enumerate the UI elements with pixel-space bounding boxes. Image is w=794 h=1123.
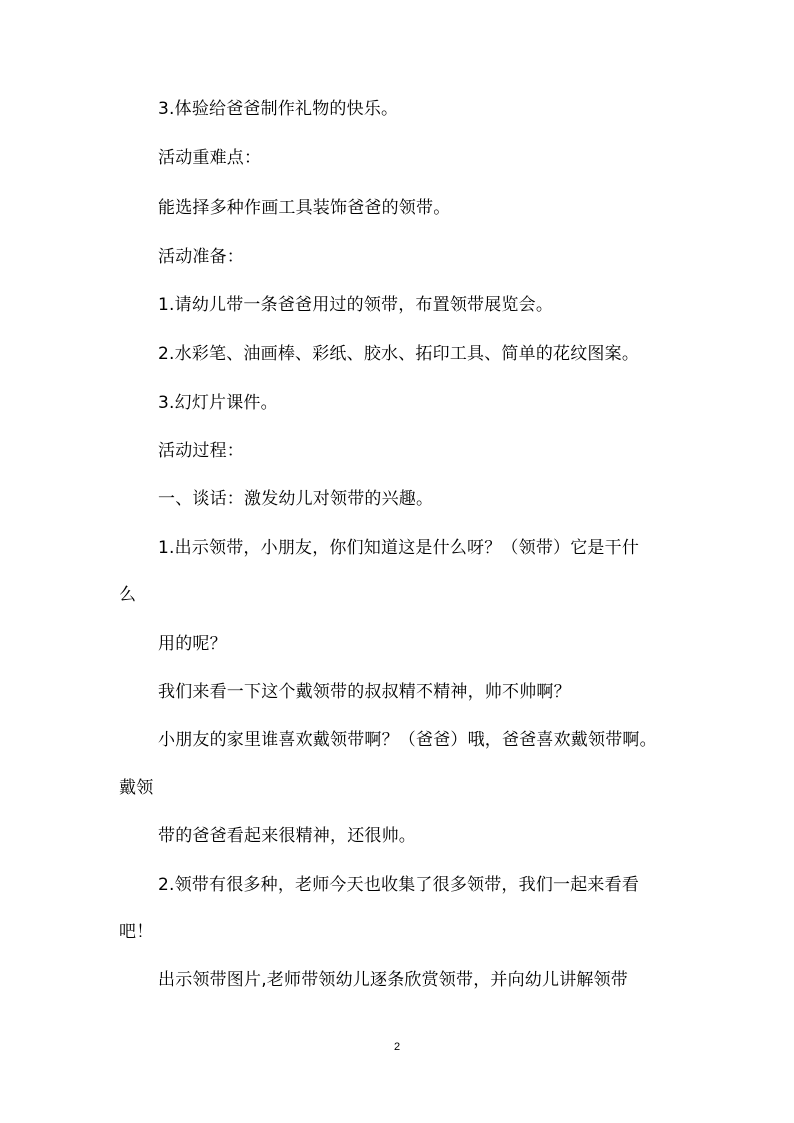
heading-key-points: 活动重难点： [158,148,262,168]
text-line-prep-1: 1.请幼儿带一条爸爸用过的领带，布置领带展览会。 [158,295,554,315]
text-line-step-2-cont: 吧！ [119,922,154,942]
heading-process: 活动过程： [158,441,244,461]
text-line-step-2: 2.领带有很多种，老师今天也收集了很多领带，我们一起来看看 [158,875,640,895]
text-line-question-2-cont-2: 带的爸爸看起来很精神，还很帅。 [158,826,416,846]
text-line-prep-2: 2.水彩笔、油画棒、彩纸、胶水、拓印工具、简单的花纹图案。 [158,344,640,364]
text-line-question-1: 我们来看一下这个戴领带的叔叔精不精神，帅不帅啊？ [158,682,571,702]
text-line-step-1-cont-2: 用的呢？ [158,634,227,654]
text-line-key-point: 能选择多种作画工具装饰爸爸的领带。 [158,198,451,218]
text-line-prep-3: 3.幻灯片课件。 [158,393,278,413]
text-line-step-2-detail: 出示领带图片,老师带领幼儿逐条欣赏领带，并向幼儿讲解领带 [158,970,629,990]
text-line-goal-3: 3.体验给爸爸制作礼物的快乐。 [158,99,399,119]
text-line-question-2-cont: 戴领 [119,778,154,798]
text-line-section-1: 一、谈话：激发幼儿对领带的兴趣。 [158,489,434,509]
text-line-question-2: 小朋友的家里谁喜欢戴领带啊？（爸爸）哦，爸爸喜欢戴领带啊。 [158,730,657,750]
page-number: 2 [393,1041,401,1053]
text-line-step-1: 1.出示领带，小朋友，你们知道这是什么呀？（领带）它是干什 [158,538,640,558]
heading-preparation: 活动准备： [158,247,244,267]
text-line-step-1-cont: 么 [119,585,137,605]
